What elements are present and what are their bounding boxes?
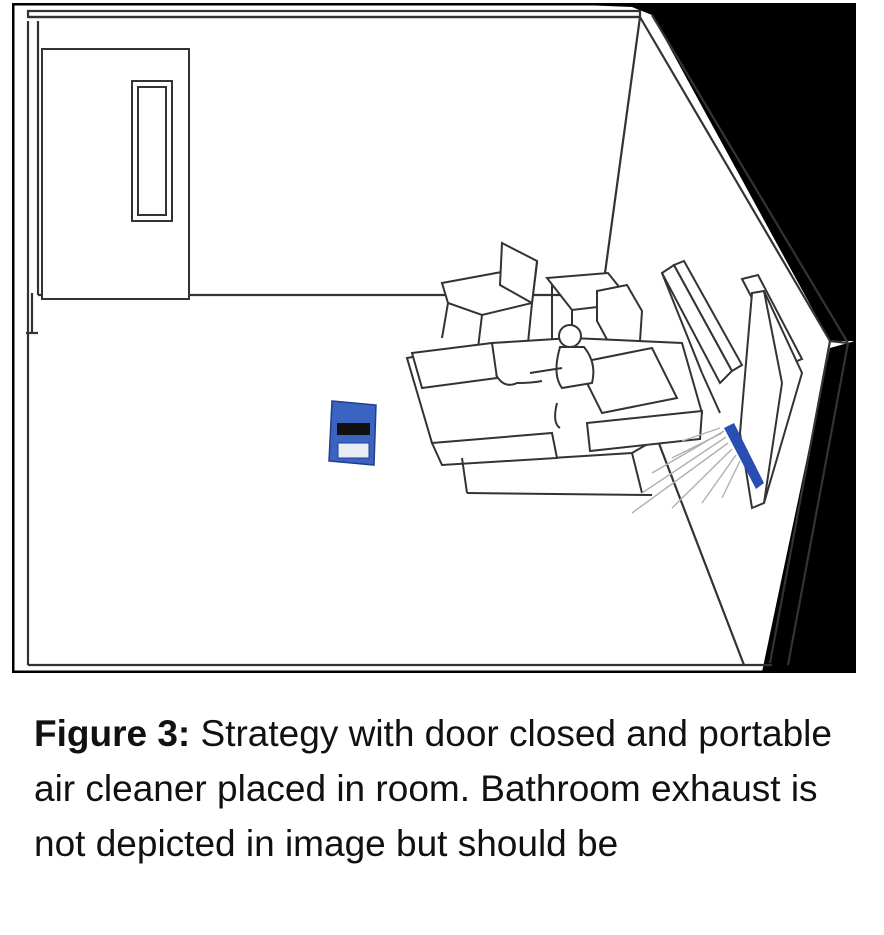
figure-caption [34, 706, 864, 871]
figure-caption-text: Strategy with door closed and portable air cleaner placed in room. Bathroom exhaust is not depicted in image but should be [34, 713, 832, 864]
portable-air-cleaner-icon [329, 401, 376, 465]
figure-label: Figure 3: [34, 713, 191, 754]
room-illustration [12, 3, 856, 673]
door-icon [42, 49, 189, 299]
